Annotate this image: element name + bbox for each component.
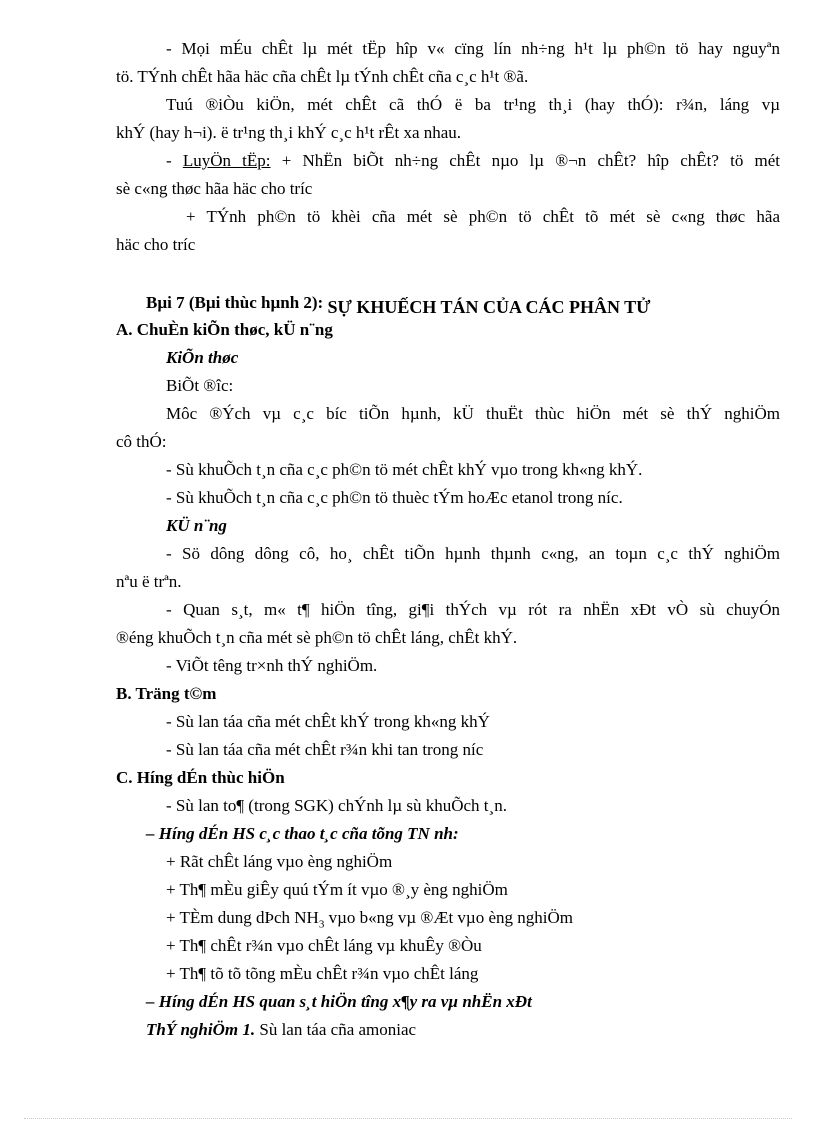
p2-line1: Tuú ®iÒu kiÖn, mét chÊt cã thÓ ë ba tr¹ng th¸i (hay thÓ): r¾n, láng vµ [166, 95, 780, 114]
lesson-heading [146, 291, 651, 317]
thi-nghiem-1-text: Sù lan táa cña amoniac [255, 1020, 417, 1039]
biet-duoc: BiÕt ®îc: [166, 376, 234, 395]
p3-line2: sè c«ng thøc hãa häc cho tríc [116, 179, 313, 198]
muc-dich-line1: Môc ®Ých vµ c¸c bíc tiÕn hµnh, kÜ thuËt thùc hiÖn mét sè thÝ nghiÖm [166, 404, 780, 423]
p4-line2: häc cho tríc [116, 235, 196, 254]
su-lan-toa: - Sù lan to¶ (trong SGK) chÝnh lµ sù khuÕch t¸n. [166, 796, 507, 815]
step-item: + Rãt chÊt láng vµo èng nghiÖm [166, 852, 393, 871]
quan-sat-line2: ®éng khuÕch t¸n cña mét sè ph©n tö chÊt láng, chÊt khÝ. [116, 628, 518, 647]
huong-dan-thao-tac: – Híng dÉn HS c¸c thao t¸c cña tõng TN nh: [146, 824, 459, 843]
step-text: vµo b«ng vµ ®Æt vµo èng nghiÖm [324, 908, 573, 927]
thi-nghiem-1 [146, 1019, 416, 1041]
step-item: + Th¶ mÈu giÊy quú tÝm ít vµo ®¸y èng nghiÖm [166, 880, 508, 899]
p1-line2: tö. TÝnh chÊt hãa häc cña chÊt lµ tÝnh chÊt cña c¸c h¹t ®ã. [116, 67, 529, 86]
list-item: - Sù khuÕch t¸n cña c¸c ph©n tö mét chÊt khÝ vµo trong kh«ng khÝ. [166, 460, 643, 479]
p3-line1-rest: + NhËn biÕt nh÷ng chÊt nµo lµ ®¬n chÊt? hîp chÊt? tö mét [281, 151, 780, 170]
step-item [166, 907, 573, 935]
page-bottom-divider [24, 1118, 792, 1119]
p4-line1: + TÝnh ph©n tö khèi cña mét sè ph©n tö chÊt tõ mét sè c«ng thøc hãa [186, 207, 780, 226]
list-item: - Sù lan táa cña mét chÊt khÝ trong kh«ng khÝ [166, 712, 490, 731]
section-c-heading: C. Híng dÉn thùc hiÖn [116, 768, 285, 787]
huong-dan-quan-sat: – Híng dÉn HS quan s¸t hiÖn tîng x¶y ra vµ nhËn xÐt [146, 992, 532, 1011]
viet-tuong-trinh: - ViÕt têng tr×nh thÝ nghiÖm. [166, 656, 378, 675]
list-item: - Sù khuÕch t¸n cña c¸c ph©n tö thuèc tÝm hoÆc etanol trong níc. [166, 488, 623, 507]
list-item: - Sù lan táa cña mét chÊt r¾n khi tan trong níc [166, 740, 484, 759]
quan-sat-line1: - Quan s¸t, m« t¶ hiÖn tîng, gi¶i thÝch vµ rót ra nhËn xÐt vÒ sù chuyÓn [166, 600, 780, 619]
p1-line1: - Mọi mÉu chÊt lµ mét tËp hîp v« cïng lín nh÷ng h¹t lµ ph©n tö hay nguyªn [166, 39, 780, 58]
step-item: + Th¶ tõ tõ tõng mÈu chÊt r¾n vµo chÊt láng [166, 964, 479, 983]
lesson-title: SỰ KHUẾCH TÁN CỦA CÁC PHÂN TỬ [327, 297, 651, 317]
section-b-heading: B. Träng t©m [116, 684, 217, 703]
p2-line2: khÝ (hay h¬i). ë tr¹ng th¸i khÝ c¸c h¹t rÊt xa nhau. [116, 123, 462, 142]
muc-dich-line2: cô thÓ: [116, 432, 167, 451]
lesson-label: Bµi 7 (Bµi thùc hµnh 2): [146, 293, 324, 312]
step-item: + Th¶ chÊt r¾n vµo chÊt láng vµ khuÊy ®Òu [166, 936, 482, 955]
p3-line1: - LuyÖn tËp: + NhËn biÕt nh÷ng chÊt nµo lµ ®¬n chÊt? hîp chÊt? tö mét [166, 151, 780, 170]
su-dung-line1: - Sö dông dông cô, ho¸ chÊt tiÕn hµnh thµnh c«ng, an toµn c¸c thÝ nghiÖm [166, 544, 780, 563]
luyen-tap-label: LuyÖn tËp: [182, 151, 271, 170]
subscript: 3 [318, 918, 325, 931]
kien-thuc-heading: KiÕn thøc [166, 348, 239, 367]
su-dung-line2: nªu ë trªn. [116, 572, 182, 591]
step-text: + TÈm dung dÞch NH [166, 908, 319, 927]
thi-nghiem-1-label: ThÝ nghiÖm 1. [146, 1020, 256, 1039]
ki-nang-heading: KÜ n¨ng [166, 516, 227, 535]
section-a-heading: A. ChuÈn kiÕn thøc, kÜ n¨ng [116, 320, 333, 339]
